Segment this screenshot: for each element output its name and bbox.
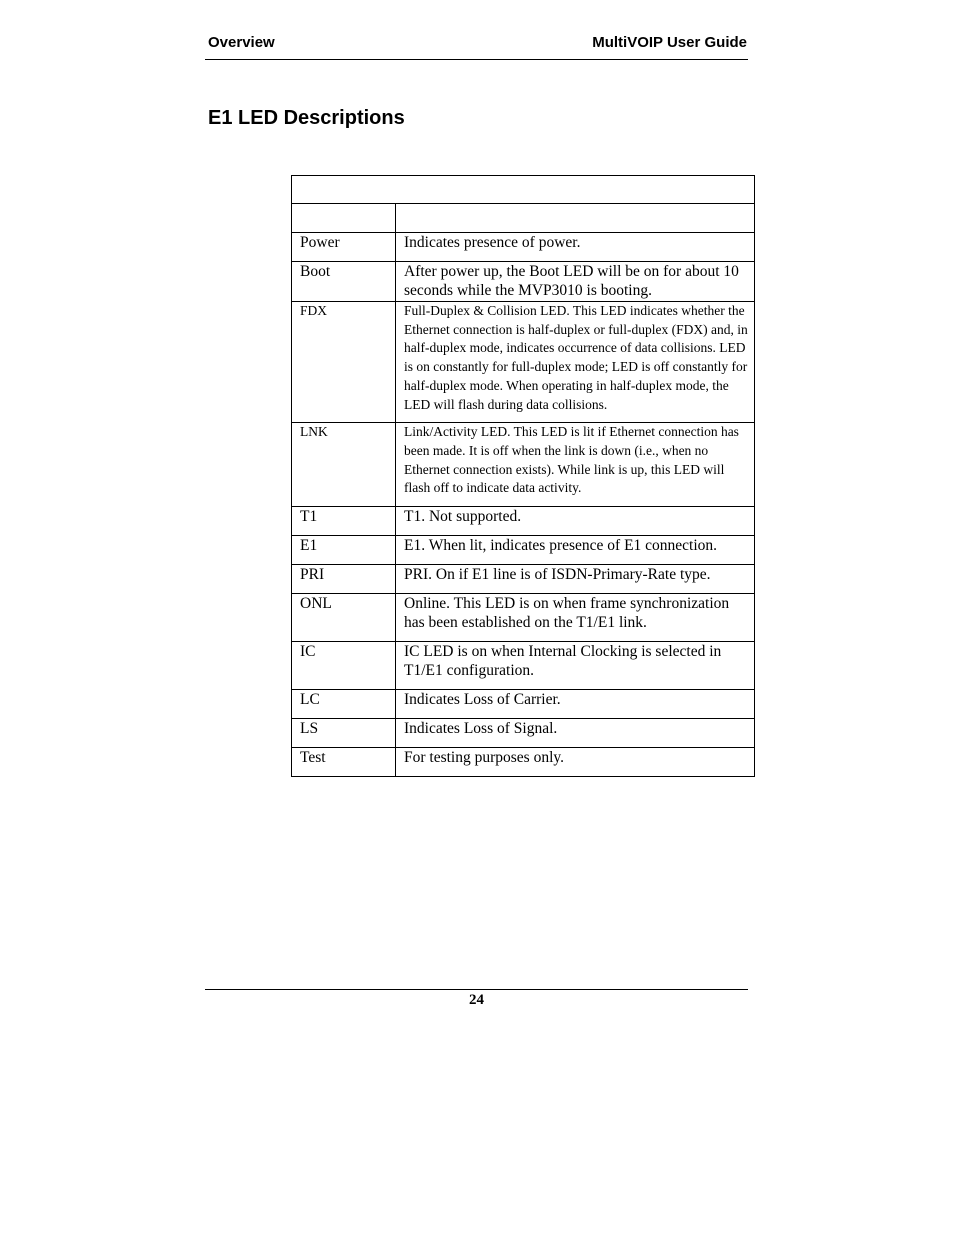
table-row — [292, 642, 755, 690]
led-name: Test — [292, 748, 396, 777]
column-header-description — [396, 204, 755, 233]
table-row — [292, 565, 755, 594]
table-caption — [292, 176, 755, 204]
led-description: Link/Activity LED. This LED is lit if Ethernet connection has been made. It is off when the link is down (i.e., when no Ethernet connection exists). While link is up, this LED will flash off to indicate data activity. — [396, 423, 755, 507]
led-description: After power up, the Boot LED will be on for about 10 seconds while the MVP3010 is booting. — [396, 262, 755, 302]
led-description: Indicates presence of power. — [396, 233, 755, 262]
table-row — [292, 690, 755, 719]
table-row — [292, 507, 755, 536]
led-description: PRI. On if E1 line is of ISDN-Primary-Rate type. — [396, 565, 755, 594]
led-description: For testing purposes only. — [396, 748, 755, 777]
led-name: Boot — [292, 262, 396, 302]
table-caption-row — [292, 176, 755, 204]
column-header-led — [292, 204, 396, 233]
led-description: Online. This LED is on when frame synchronization has been established on the T1/E1 link. — [396, 594, 755, 642]
table-row — [292, 233, 755, 262]
led-description: Indicates Loss of Carrier. — [396, 690, 755, 719]
header-section-name: Overview — [208, 34, 275, 51]
table-row — [292, 262, 755, 302]
footer-divider — [205, 989, 748, 990]
table-row — [292, 423, 755, 507]
led-name: PRI — [292, 565, 396, 594]
led-description: Full-Duplex & Collision LED. This LED indicates whether the Ethernet connection is half-duplex or full-duplex (FDX) and, in half-duplex mode, indicates occurrence of data collisions. LED is on constantly for full-duplex mode; LED is off constantly for half-duplex mode. When operating in half-duplex mode, the LED will flash during data collisions. — [396, 302, 755, 423]
table-row — [292, 594, 755, 642]
table-row — [292, 536, 755, 565]
header-document-title: MultiVOIP User Guide — [592, 34, 747, 51]
table-header-row — [292, 204, 755, 233]
led-description: Indicates Loss of Signal. — [396, 719, 755, 748]
led-name: LS — [292, 719, 396, 748]
led-description: IC LED is on when Internal Clocking is selected in T1/E1 configuration. — [396, 642, 755, 690]
led-description: E1. When lit, indicates presence of E1 connection. — [396, 536, 755, 565]
table-row — [292, 719, 755, 748]
page-number: 24 — [469, 992, 484, 1008]
led-name: IC — [292, 642, 396, 690]
section-title: E1 LED Descriptions — [208, 107, 405, 129]
led-name: Power — [292, 233, 396, 262]
led-descriptions-table — [291, 175, 755, 777]
led-description: T1. Not supported. — [396, 507, 755, 536]
led-name: E1 — [292, 536, 396, 565]
table-row — [292, 748, 755, 777]
led-name: FDX — [292, 302, 396, 423]
led-name: T1 — [292, 507, 396, 536]
led-name: LNK — [292, 423, 396, 507]
led-name: LC — [292, 690, 396, 719]
page-header — [205, 33, 748, 60]
table-row — [292, 302, 755, 423]
led-name: ONL — [292, 594, 396, 642]
